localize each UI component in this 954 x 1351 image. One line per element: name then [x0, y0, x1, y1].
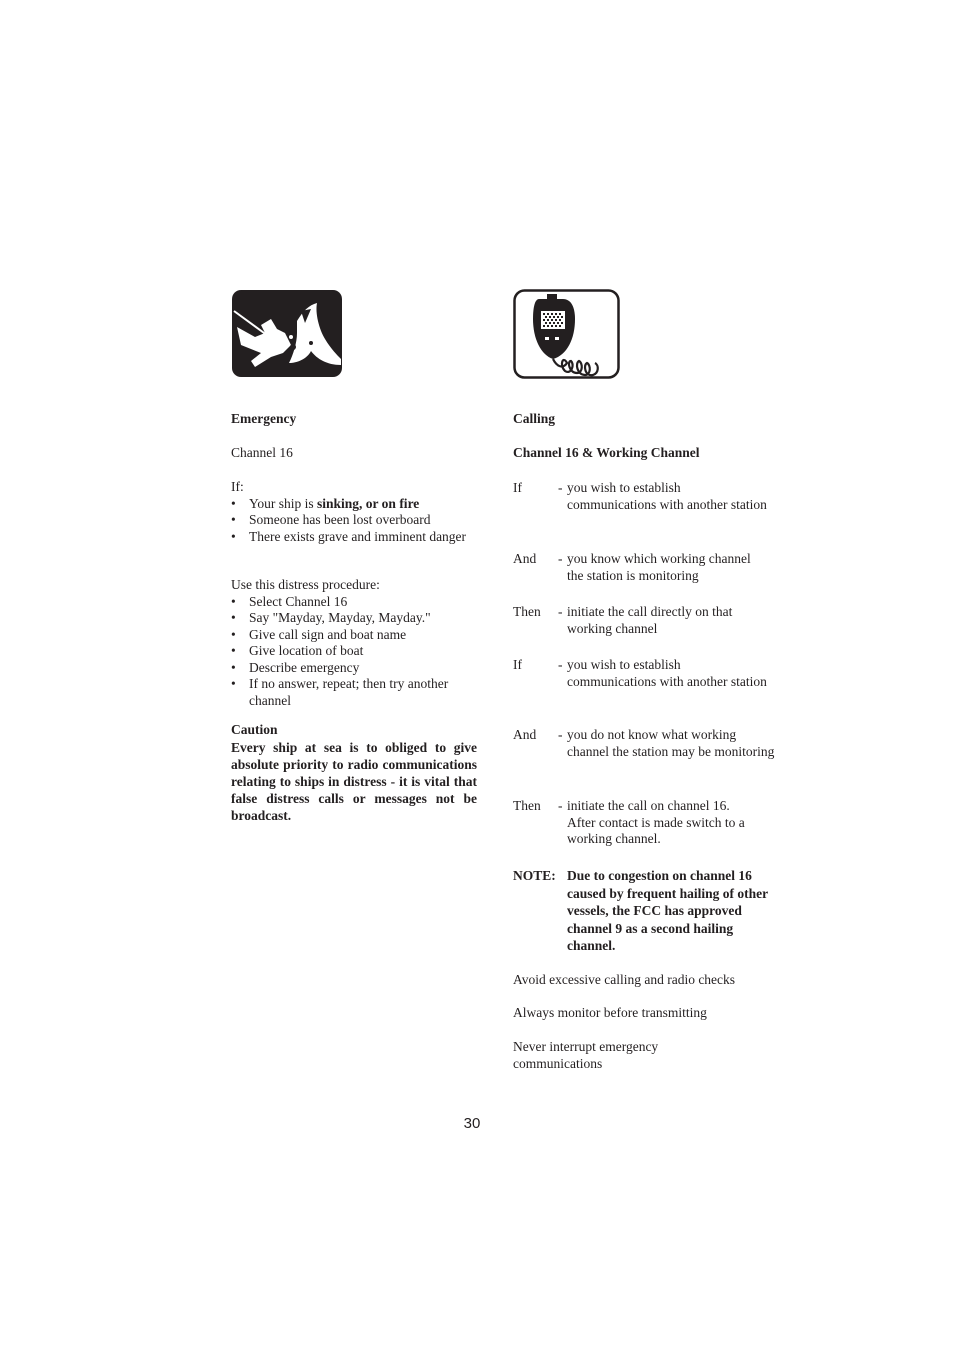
- sinking-ship-icon: [231, 289, 343, 384]
- emergency-heading: Emergency: [231, 411, 297, 426]
- list-item: [231, 496, 471, 513]
- distress-procedure: [231, 577, 471, 709]
- condition-text: [558, 604, 775, 637]
- list-item: [231, 610, 471, 627]
- list-item: [231, 594, 471, 611]
- condition-text: [558, 551, 775, 584]
- if-conditions: [231, 479, 471, 545]
- procedure-list: [231, 594, 471, 710]
- caution-heading: Caution: [231, 722, 278, 737]
- list-item: [231, 676, 471, 709]
- caution-text: Every ship at sea is to obliged to give absolute priority to radio communications relating to ships in distress - it is vital that false distress calls or messages not be broadcast.: [231, 739, 477, 823]
- caution-section: [231, 722, 477, 824]
- list-item: [231, 627, 471, 644]
- condition-text: [558, 480, 775, 513]
- list-item-text: Someone has been lost overboard: [249, 512, 431, 527]
- condition-first-line: you wish to establish: [567, 480, 681, 495]
- list-item-text: Give call sign and boat name: [249, 626, 407, 642]
- condition-keyword: And: [513, 727, 537, 742]
- dash: -: [558, 604, 563, 619]
- condition-rest: After contact is made switch to a working channel.: [567, 814, 745, 846]
- note-label: NOTE:: [513, 868, 556, 883]
- list-item-text: Select Channel 16: [249, 593, 348, 609]
- list-item: [231, 643, 471, 660]
- condition-first-line: you do not know what working: [567, 727, 737, 742]
- condition-text: [558, 798, 775, 848]
- dash: -: [558, 551, 563, 566]
- list-item-text: Give location of boat: [249, 643, 364, 658]
- bullet: •: [231, 528, 236, 544]
- list-item: [231, 660, 471, 677]
- condition-keyword: If: [513, 657, 522, 672]
- bullet: •: [231, 626, 236, 642]
- tip-item: Avoid excessive calling and radio checks: [513, 972, 736, 987]
- condition-keyword: Then: [513, 798, 541, 813]
- bullet: •: [231, 512, 236, 527]
- procedure-label: Use this distress procedure:: [231, 577, 380, 592]
- list-item-text: Your ship is: [249, 495, 318, 511]
- condition-first-line: you know which working channel: [567, 551, 751, 566]
- list-item: [231, 529, 471, 546]
- tip-item: Always monitor before transmitting: [513, 1005, 707, 1020]
- condition-text: [558, 657, 775, 690]
- list-item-bold: sinking, or on fire: [317, 495, 420, 511]
- bullet: •: [231, 495, 236, 511]
- condition-first-line: you wish to establish: [567, 657, 681, 672]
- condition-keyword: Then: [513, 604, 541, 619]
- dash: -: [558, 657, 563, 672]
- bullet: •: [231, 643, 236, 658]
- condition-keyword: And: [513, 551, 537, 566]
- if-label: If:: [231, 479, 244, 494]
- bullet: •: [231, 676, 236, 691]
- list-item-text: Say "Mayday, Mayday, Mayday.": [249, 610, 431, 625]
- if-list: [231, 496, 471, 546]
- calling-heading: Calling: [513, 411, 556, 426]
- bullet: •: [231, 610, 236, 625]
- condition-rest: working channel: [567, 620, 658, 636]
- list-item-text: Describe emergency: [249, 659, 360, 675]
- condition-rest: the station is monitoring: [567, 567, 699, 583]
- calling-subheading: Channel 16 & Working Channel: [513, 445, 700, 460]
- condition-keyword: If: [513, 480, 522, 495]
- list-item: [231, 512, 471, 529]
- condition-rest: communications with another station: [567, 673, 767, 689]
- condition-text: [558, 727, 775, 760]
- tip-item: Never interrupt emergency communications: [513, 1039, 659, 1071]
- bullet: •: [231, 659, 236, 675]
- condition-first-line: initiate the call directly on that: [567, 604, 733, 619]
- condition-rest: communications with another station: [567, 496, 767, 512]
- dash: -: [558, 727, 563, 742]
- microphone-icon: [513, 289, 621, 386]
- condition-rest: channel the station may be monitoring: [567, 743, 775, 759]
- dash: -: [558, 798, 563, 813]
- page-number: 30: [463, 1115, 481, 1132]
- list-item-text: If no answer, repeat; then try another channel: [249, 676, 449, 708]
- bullet: •: [231, 593, 236, 609]
- condition-first-line: initiate the call on channel 16.: [567, 798, 730, 813]
- emergency-channel: Channel 16: [231, 445, 293, 460]
- dash: -: [558, 480, 563, 495]
- list-item-text: There exists grave and imminent danger: [249, 528, 467, 544]
- note-text: Due to congestion on channel 16 caused by frequent hailing of other vessels, the FCC has approved channel 9 as a second hailing channel.: [567, 868, 768, 953]
